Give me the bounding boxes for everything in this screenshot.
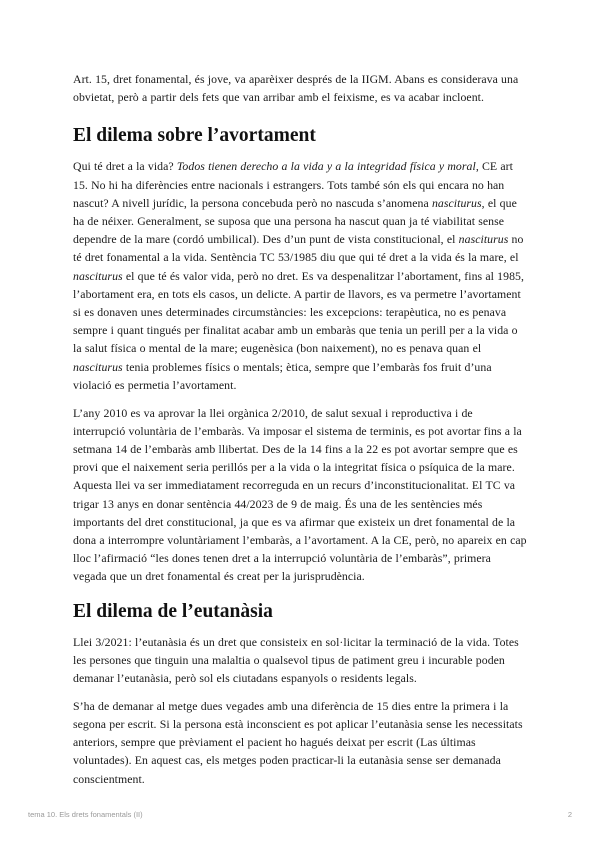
text-run: no té dret fonamental a la vida. Sentència TC 53/1985 diu que qui té dret a la vida és la mare, el <box>73 232 524 265</box>
intro-paragraph <box>73 70 527 106</box>
text-run: L’any 2010 es va aprovar la llei orgànica 2/2010, de salut sexual i reproductiva i de interrupció voluntària de l’embaràs. Va imposar el sistema de terminis, es pot avortar fins a la setmana 14 de l’embaràs amb llibertat. Des de la 14 fins a la 22 es pot avortar sempre que es provi que el naixement seria perillós per a la vida o la integritat física o psíquica de la mare. Aquesta llei va ser immediatament recorreguda en un recurs d’inconstitucionalitat. El TC va trigar 13 anys en donar sentència 44/2023 de 9 de maig. És una de les sentències més importants del dret constitucional, ja que es va afirmar que existeix un dret fonamental de la dona a interrompre voluntàriament l’embaràs, a l’avortament. A la CE, però, no apareix en cap lloc l’afirmació “les dones tenen dret a la interrupció voluntària de l’embaràs”, primera vegada que un dret fonamental és creat per la jurisprudència. <box>73 405 527 584</box>
abortion-paragraph-1 <box>73 157 527 394</box>
text-run: el que té és valor vida, però no dret. Es va despenalitzar l’abortament, fins al 1985, l’abortament era, en tots els casos, un delicte. A partir de llavors, es va permetre l’avortament si es donaven unes determinades circumstàncies: les excepcions: terapèutica, no es penava sempre i quant tingués per finalitat acabar amb un embaràs que tenia un perill per a la vida o la salut física o mental de la mare; eugenèsica (bon naixement), no es penava quan el <box>73 268 524 356</box>
text-run: S’ha de demanar al metge dues vegades amb una diferència de 15 dies entre la primera i la segona per escrit. Si la persona està inconscient es pot aplicar l’eutanàsia sense les necessitats anteriors, sempre que prèviament el pacient ho hagués deixat per escrit (Las últimas voluntades). En aquest cas, els metges poden practicar-li la eutanàsia sense ser demanada conscientment. <box>73 698 523 786</box>
footer-chapter-title: tema 10. Els drets fonamentals (II) <box>28 810 143 819</box>
section-heading-euthanasia: El dilema de l’eutanàsia <box>73 600 273 622</box>
term-nasciturus: nasciturus <box>431 195 482 210</box>
text-run: , CE art 15. No hi ha diferències entre nacionals i estrangers. Tots també són els qui encara no han nascut? A nivell jurídic, la persona concebuda però no nascuda s’anomena <box>73 159 513 210</box>
intro-text: Art. 15, dret fonamental, és jove, va aparèixer després de la IIGM. Abans es considerava una obvietat, però a partir dels fets que van arribar amb el feixisme, es va acabar incloent. <box>73 72 519 105</box>
text-run: tenia problemes físics o mentals; ètica, sempre que l’embaràs fos fruit d’una violació es permetia l’avortament. <box>73 359 492 392</box>
term-nasciturus: nasciturus <box>73 359 123 374</box>
text-run: , el que ha de néixer. Generalment, se suposa que una persona ha nascut quan ja té viabilitat sense dependre de la mare (cordó umbilical). Des d’un punt de vista constitucional, el <box>73 195 517 247</box>
quote-ce-art15: Todos tienen derecho a la vida y a la integridad física y moral <box>176 159 476 174</box>
term-nasciturus: nasciturus <box>73 268 123 283</box>
text-run: Qui té dret a la vida? <box>73 159 177 174</box>
page-number: 2 <box>567 810 572 819</box>
euthanasia-paragraph-1 <box>73 633 527 688</box>
term-nasciturus: nasciturus <box>458 232 509 247</box>
euthanasia-paragraph-2 <box>73 697 527 788</box>
page-footer <box>28 810 572 819</box>
abortion-paragraph-2 <box>73 404 527 586</box>
document-body <box>73 70 527 797</box>
text-run: Llei 3/2021: l’eutanàsia és un dret que consisteix en sol·licitar la terminació de la vida. Totes les persones que tinguin una malaltia o qualsevol tipus de patiment greu i incurable poden demanar l’eutanàsia, però sol els ciutadans espanyols o residents legals. <box>73 634 519 685</box>
section-heading-abortion: El dilema sobre l’avortament <box>73 125 316 147</box>
